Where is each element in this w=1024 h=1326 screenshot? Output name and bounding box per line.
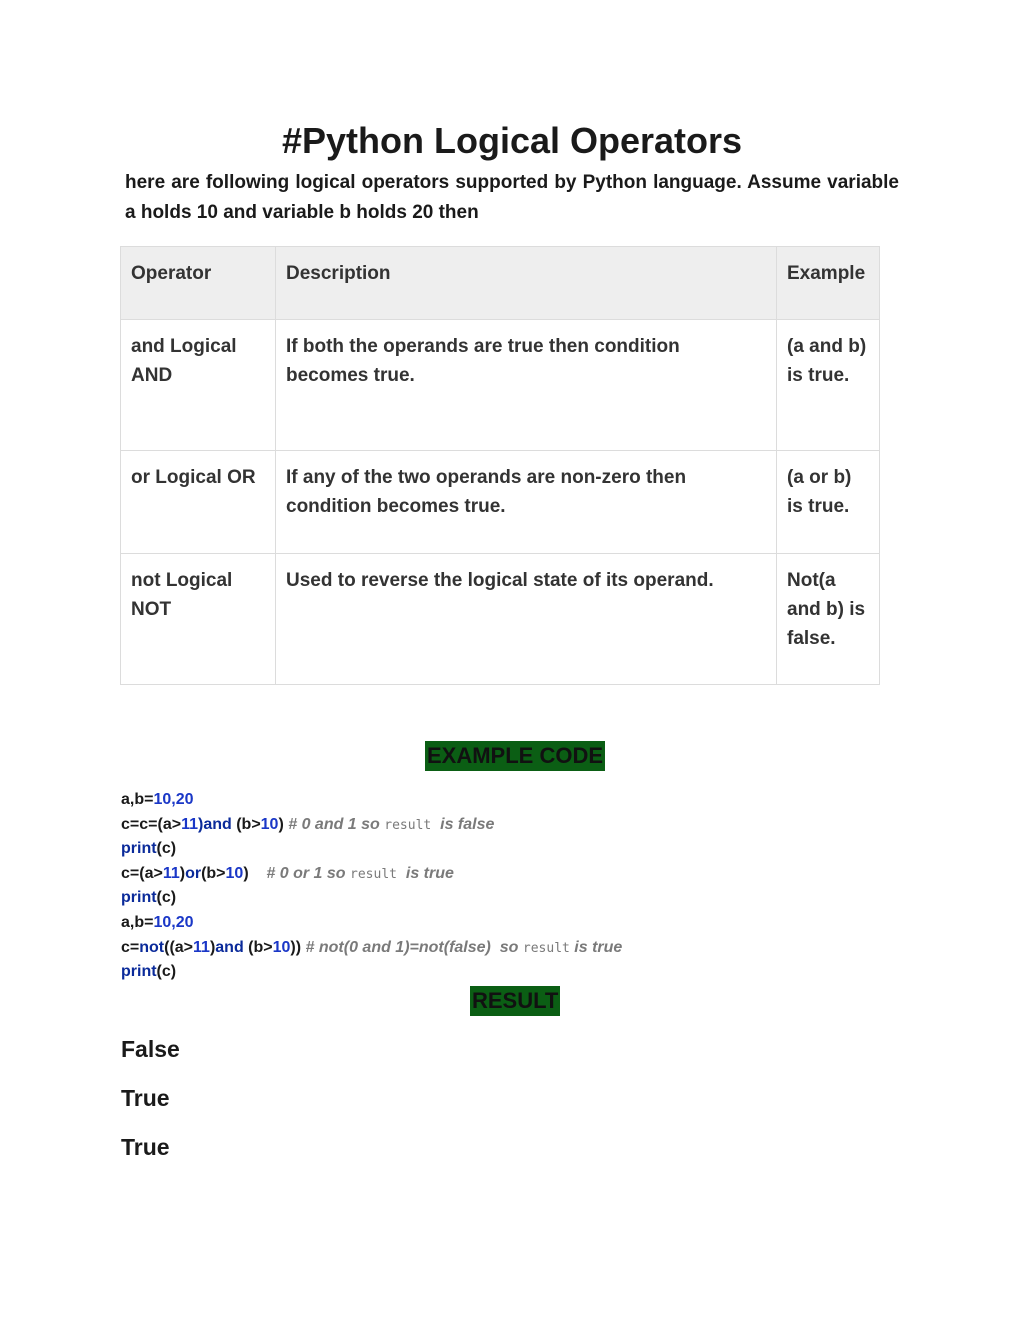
code-comment: # 0 or 1 so [248, 864, 351, 882]
code-line [121, 960, 622, 985]
code-number: 11 [193, 938, 210, 956]
code-line [121, 837, 622, 862]
code-comment-mono: result [522, 940, 570, 956]
cell-description: If any of the two operands are non-zero then condition becomes true. [276, 451, 777, 554]
code-token: (b> [243, 938, 273, 956]
code-token: a,b= [121, 913, 154, 931]
code-number: 10 [225, 864, 244, 882]
code-number: 10,20 [153, 791, 194, 808]
code-number: 10 [272, 938, 291, 956]
cell-example: (a and b) is true. [777, 320, 880, 451]
code-keyword: not [139, 938, 165, 956]
code-keyword: or [185, 864, 202, 882]
code-token: ) [179, 864, 186, 882]
code-number: 11 [181, 815, 198, 833]
table-header-row [121, 247, 880, 320]
result-item: True [121, 1134, 170, 1160]
code-comment: is true [396, 864, 454, 882]
page-title: #Python Logical Operators [281, 120, 743, 161]
code-line [121, 911, 622, 936]
code-keyword: print [121, 963, 157, 981]
code-token: (b> [231, 815, 261, 833]
cell-operator: not Logical NOT [121, 554, 276, 685]
header-description: Description [276, 247, 777, 320]
code-token: c=(a> [121, 864, 163, 882]
code-token: ) [243, 864, 249, 882]
code-token: ) [278, 815, 284, 833]
cell-operator: or Logical OR [121, 451, 276, 554]
code-keyword: print [121, 889, 157, 907]
code-comment: is false [431, 815, 495, 833]
result-item: True [121, 1085, 170, 1111]
code-token: a,b= [121, 791, 154, 808]
cell-operator: and Logical AND [121, 320, 276, 451]
code-comment: # not(0 and 1)=not(false) so [301, 938, 523, 956]
table-row [121, 554, 880, 685]
code-token: )) [290, 938, 302, 956]
result-heading: RESULT [470, 986, 560, 1016]
result-item: False [121, 1036, 180, 1062]
cell-example: (a or b) is true. [777, 451, 880, 554]
code-line [121, 788, 622, 813]
code-keyword: print [121, 840, 157, 858]
code-number: 10 [260, 815, 279, 833]
code-token: ((a> [164, 938, 194, 956]
table-row [121, 451, 880, 554]
code-token: ) [209, 938, 216, 956]
code-line [121, 936, 622, 961]
code-number: 10,20 [153, 913, 194, 931]
code-token: (b> [201, 864, 226, 882]
cell-description: Used to reverse the logical state of its operand. [276, 554, 777, 685]
code-line [121, 862, 622, 887]
code-block [121, 788, 622, 985]
code-comment-mono: result [384, 817, 432, 833]
cell-example: Not(a and b) is false. [777, 554, 880, 685]
code-token: (c) [156, 840, 177, 858]
cell-description: If both the operands are true then condition becomes true. [276, 320, 777, 451]
code-line [121, 886, 622, 911]
code-comment: is true [569, 938, 623, 956]
code-token: c= [121, 938, 140, 956]
result-list [121, 1033, 180, 1180]
code-comment-mono: result [350, 866, 397, 882]
code-token: c=c=(a> [121, 815, 182, 833]
code-line [121, 813, 622, 838]
code-keyword: )and [197, 815, 232, 833]
code-comment: # 0 and 1 so [283, 815, 385, 833]
table-row [121, 320, 880, 451]
code-token: (c) [156, 963, 177, 981]
header-operator: Operator [121, 247, 276, 320]
example-code-heading: EXAMPLE CODE [425, 741, 605, 771]
intro-paragraph: here are following logical operators supported by Python language. Assume variable a holds 10 and variable b holds 20 then [125, 172, 899, 223]
code-number: 11 [162, 864, 180, 882]
code-keyword: and [215, 938, 244, 956]
operators-table [120, 246, 880, 685]
header-example: Example [777, 247, 880, 320]
code-token: (c) [156, 889, 177, 907]
